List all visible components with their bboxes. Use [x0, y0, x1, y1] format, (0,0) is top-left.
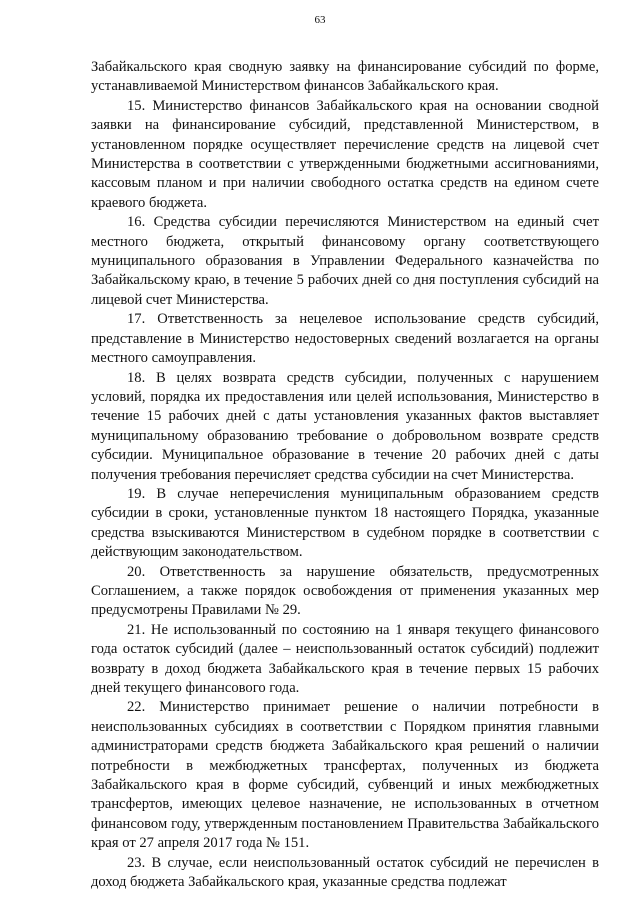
paragraph-23: 23. В случае, если неиспользованный остаток субсидий не перечислен в доход бюджета Забайкальского края, указанные средства подлежат: [91, 854, 599, 891]
paragraph-17: 17. Ответственность за нецелевое использование средств субсидий, представление в Министерство недостоверных сведений возлагается на органы местного самоуправления.: [91, 311, 599, 367]
page-number: 63: [314, 14, 326, 26]
paragraph-continuation: Забайкальского края сводную заявку на финансирование субсидий по форме, устанавливаемой Министерством финансов Забайкальского края.: [91, 59, 599, 95]
paragraph-20: 20. Ответственность за нарушение обязательств, предусмотренных Соглашением, а также порядок освобождения от применения указанных мер предусмотрены Правилами № 29.: [91, 563, 599, 619]
paragraph-15: 15. Министерство финансов Забайкальского края на основании сводной заявки на финансирование субсидий, представленной Министерством, в установленном порядке осуществляет перечисление средств на лицевой счет Министерства в соответствии с утвержденными бюджетными ассигнованиями, кассовым планом и при наличии свободного остатка средств на едином счете краевого бюджета.: [91, 97, 599, 211]
paragraph-22: 22. Министерство принимает решение о наличии потребности в неиспользованных субсидиях в соответствии с Порядком принятия главными администраторами средств бюджета Забайкальского края решений о наличии потребности в межбюджетных трансфертах, полученных из бюджета Забайкальского края в форме субсидий, субвенций и иных межбюджетных трансфертов, имеющих целевое назначение, не использованных в отчетном финансовом году, утвержденным постановлением Правительства Забайкальского края от 27 апреля 2017 года № 151.: [91, 699, 599, 852]
paragraph-18: 18. В целях возврата средств субсидии, полученных с нарушением условий, порядка их предоставления или целей использования, Министерство в течение 15 рабочих дней с даты установления указанных фактов выставляет муниципальному образованию требование о добровольном возврате средств субсидии. Муниципальное образование в течение 20 рабочих дней с даты получения требования перечисляет средства субсидии на счет Министерства.: [91, 369, 599, 483]
paragraph-19: 19. В случае неперечисления муниципальным образованием средств субсидии в сроки, установленные пунктом 18 настоящего Порядка, указанные средства взыскиваются Министерством в судебном порядке в соответствии с действующим законодательством.: [91, 485, 599, 561]
paragraph-16: 16. Средства субсидии перечисляются Министерством на единый счет местного бюджета, открытый финансовому органу соответствующего муниципального образования в Управлении Федерального казначейства по Забайкальскому краю, в течение 5 рабочих дней со дня поступления субсидий на лицевой счет Министерства.: [91, 214, 599, 308]
paragraph-21: 21. Не использованный по состоянию на 1 января текущего финансового года остаток субсидий (далее – неиспользованный остаток субсидий) подлежит возврату в доход бюджета Забайкальского края в течение первых 15 рабочих дней текущего финансового года.: [91, 621, 599, 696]
document-body: [91, 58, 599, 892]
